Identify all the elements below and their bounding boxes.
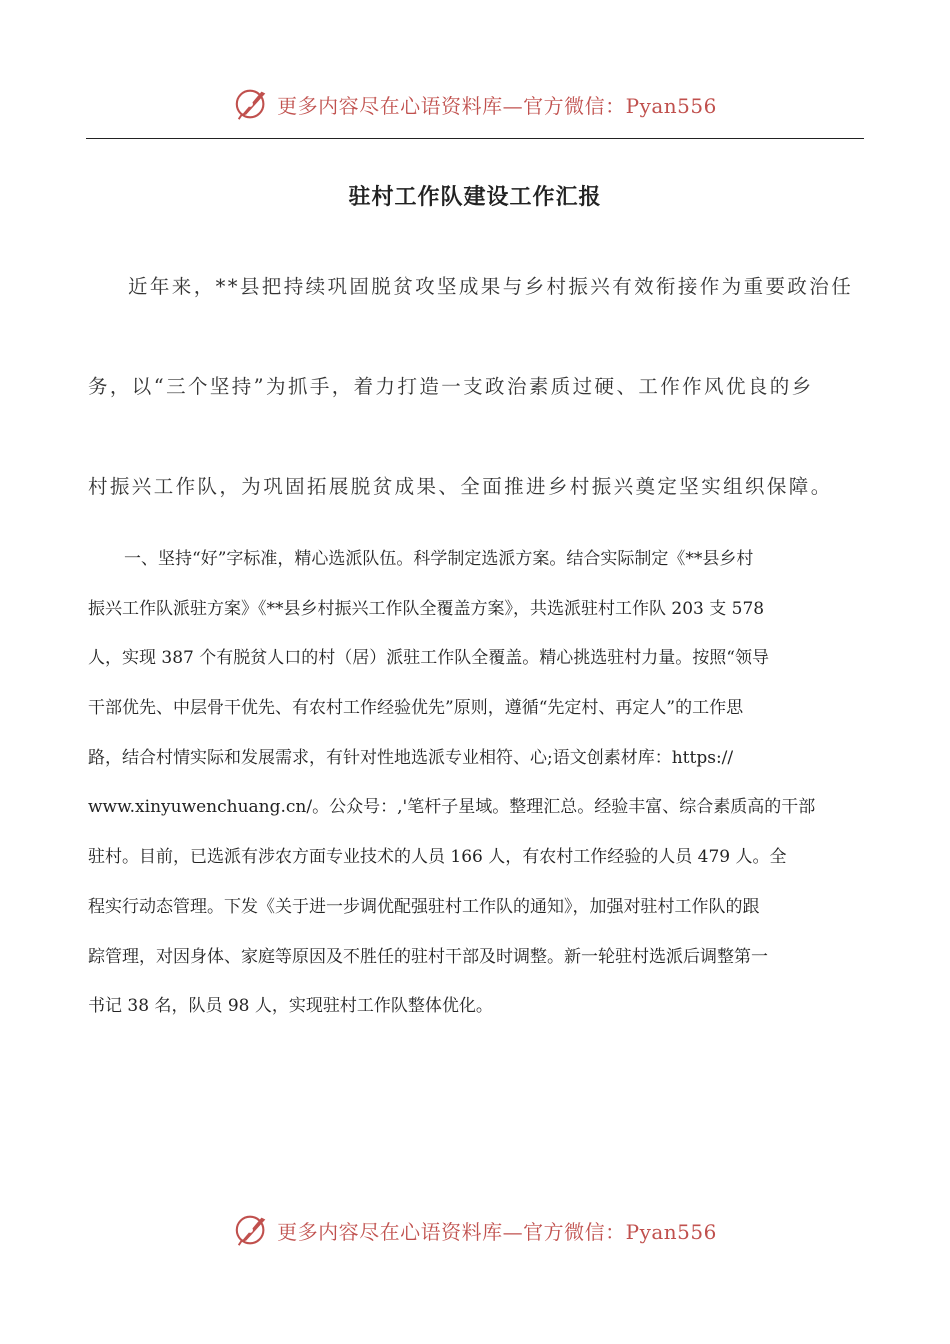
footer-banner — [0, 1208, 950, 1252]
body-line — [88, 787, 864, 837]
intro-paragraph — [88, 263, 864, 563]
body-line — [88, 738, 864, 788]
intro-line: 村振兴工作队，为巩固拓展脱贫成果、全面推进乡村振兴奠定坚实组织保障。 — [88, 475, 833, 498]
header-divider — [86, 138, 864, 139]
body-line-text: www.xinyuwenchuang.cn/。公众号：,'笔杆子星域。整理汇总。经验丰富、综合素质高的干部 — [88, 797, 816, 818]
section-1-paragraph — [88, 539, 864, 1036]
body-line — [88, 887, 864, 937]
body-line — [88, 837, 864, 887]
body-line-text: 程实行动态管理。下发《关于进一步调优配强驻村工作队的通知》，加强对驻村工作队的跟 — [88, 896, 760, 917]
body-line — [88, 688, 864, 738]
body-line-text: 驻村。目前，已选派有涉农方面专业技术的人员 166 人，有农村工作经验的人员 479 人。全 — [88, 847, 787, 868]
body-line-text: 人，实现 387 个有脱贫人口的村（居）派驻工作队全覆盖。精心挑选驻村力量。按照“领导 — [88, 648, 769, 669]
body-line — [88, 986, 864, 1036]
body-line-text: 一、坚持“好”字标准，精心选派队伍。科学制定选派方案。结合实际制定《**县乡村 — [124, 549, 754, 569]
document-title: 驻村工作队建设工作汇报 — [348, 185, 602, 210]
header-banner-text: 更多内容尽在心语资料库—官方微信：Pyan556 — [277, 93, 717, 118]
header-banner — [0, 82, 950, 126]
body-line-text: 干部优先、中层骨干优先、有农村工作经验优先”原则，遵循“先定村、再定人”的工作思 — [88, 698, 744, 719]
intro-line: 近年来，**县把持续巩固脱贫攻坚成果与乡村振兴有效衔接作为重要政治任 — [128, 275, 854, 298]
body-line — [88, 589, 864, 639]
body-line-text: 书记 38 名，队员 98 人，实现驻村工作队整体优化。 — [88, 996, 493, 1017]
quill-logo-icon — [233, 85, 271, 123]
body-line — [88, 539, 864, 589]
intro-line: 务，以“三个坚持”为抓手，着力打造一支政治素质过硬、工作作风优良的乡 — [88, 375, 814, 398]
quill-logo-icon — [233, 1211, 271, 1249]
body-line-text: 踪管理，对因身体、家庭等原因及不胜任的驻村干部及时调整。新一轮驻村选派后调整第一 — [88, 946, 768, 967]
body-line — [88, 638, 864, 688]
body-line — [88, 937, 864, 987]
footer-banner-text: 更多内容尽在心语资料库—官方微信：Pyan556 — [277, 1219, 717, 1244]
body-line-text: 振兴工作队派驻方案》《**县乡村振兴工作队全覆盖方案》，共选派驻村工作队 203 支 578 — [88, 598, 765, 619]
body-line-text: 路，结合村情实际和发展需求，有针对性地选派专业相符、心;语文创素材库：https:// — [88, 747, 734, 768]
